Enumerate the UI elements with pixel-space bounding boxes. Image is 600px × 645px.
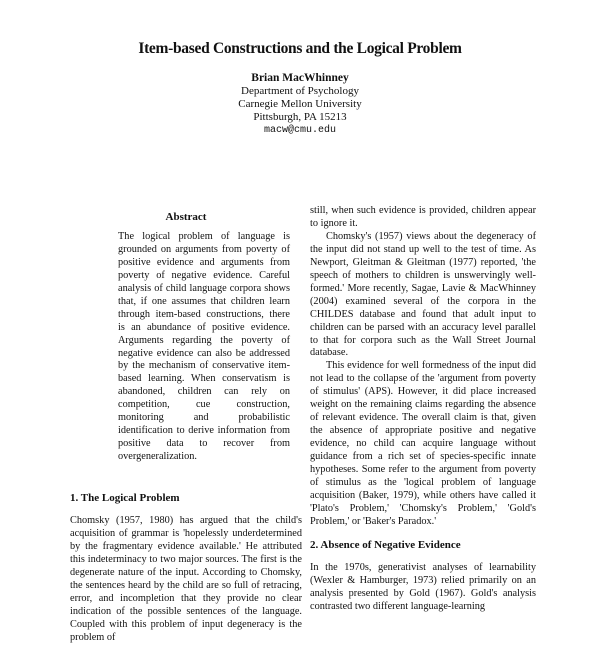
affiliation-address: Pittsburgh, PA 15213 [253,111,347,123]
section-2-paragraph: In the 1970s, generativist analyses of learnability (Wexler & Hamburger, 1973) relied primarily on an analysis presented by Gold (1967). Gold's analysis contrasted two different language-learning [310,561,536,612]
section-2-heading: 2. Absence of Negative Evidence [310,538,461,551]
abstract-text: The logical problem of language is grounded on arguments from poverty of positive evidence and arguments from poverty of negative evidence. Careful analysis of child language corpora shows that, if one assumes that children learn through item-based constructions, there is an abundance of positive evidence. Arguments regarding the poverty of negative evidence can also be addressed by the mechanism of conservative item-based learning. When conservatism is abandoned, children can rely on competition, cue construction, monitoring and probabilistic identification to derive information from positive data to recover from overgeneralization. [118,230,290,463]
abstract-heading: Abstract [165,211,207,223]
body-paragraph: This evidence for well formedness of the input did not lead to the collapse of the 'argument from poverty of stimulus' (APS). However, it did place increased weight on the remaining claims regarding the absence of relevant evidence. The overall claim is that, given the absence of appropriate positive and negative evidence, no child can acquire language without guidance from a rich set of species-specific innate hypotheses. Some refer to the argument from poverty of stimulus as the 'logical problem of language acquisition (Baker, 1979), while others have called it 'Plato's Problem,' 'Chomsky's Problem,' 'Gold's Problem,' or 'Baker's Paradox.' [310,360,536,527]
author-name: Brian MacWhinney [251,72,349,84]
affiliation-university: Carnegie Mellon University [238,98,362,110]
continuation-paragraph: still, when such evidence is provided, children appear to ignore it. [310,205,536,229]
author-block [0,72,600,137]
section-1-heading: 1. The Logical Problem [70,492,180,505]
right-column [310,205,536,614]
affiliation-department: Department of Psychology [241,85,359,97]
paper-title: Item-based Constructions and the Logical Problem [138,40,462,57]
left-column [70,210,302,645]
author-email[interactable]: macw@cmu.edu [263,125,336,136]
section-1-paragraph: Chomsky (1957, 1980) has argued that the child's acquisition of grammar is 'hopelessly underdetermined by the fragmentary evidence available.' He attributed this indeterminacy to two major sources. The first is the degenerate nature of the input. According to Chomsky, the sentences heard by the child are so full of retracing, error, and incompletion that they provide no clear indication of the possible sentences of the language. Coupled with this problem of input degeneracy is the problem of [70,515,302,643]
body-paragraph: Chomsky's (1957) views about the degeneracy of the input did not stand up well to the test of time. As Newport, Gleitman & Gleitman (1977) reported, 'the speech of mothers to children is unswervingly well-formed.' More recently, Sagae, Lavie & MacWhinney (2004) examined several of the corpora in the CHILDES database and found that adult input to children can be parsed with an accuracy level parallel to that for corpora such as the Wall Street Journal database. [310,230,536,359]
